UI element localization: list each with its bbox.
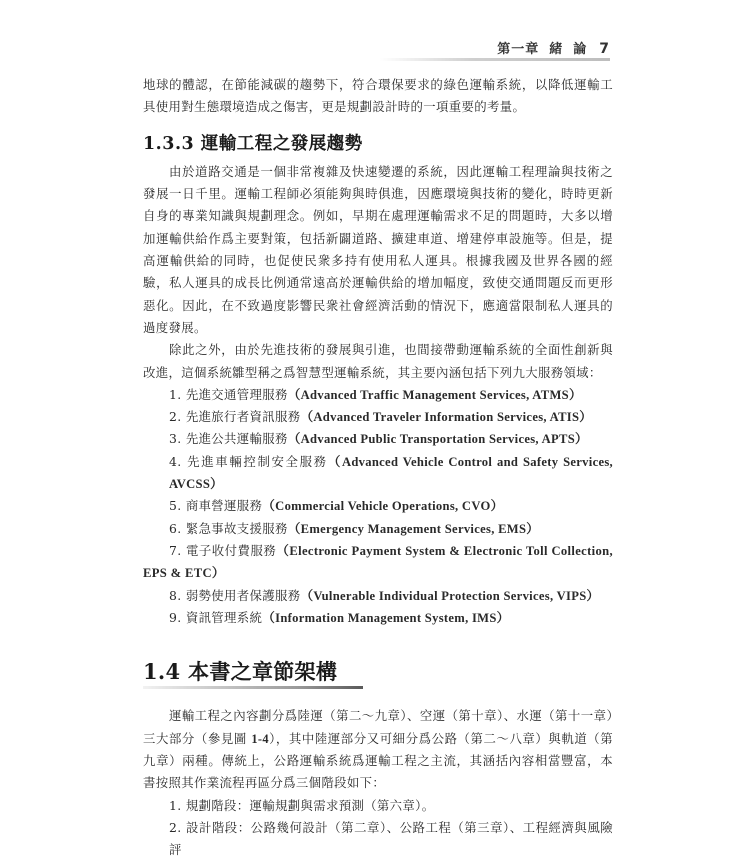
item-text: 設計階段：公路幾何設計（第二章）、公路工程（第三章）、工程經濟與風險評 [169,819,613,858]
item-number: 9. [169,609,182,625]
item-title-zh: 電子收付費服務 [185,542,277,558]
list-item [143,607,613,629]
body-paragraph [143,705,613,794]
item-title-en: （Emergency Management Services, EMS） [287,521,540,536]
body-paragraph: 由於道路交通是一個非常複雜及快速變遷的系統，因此運輸工程理論與技術之發展一日千里。運輸工程師必須能夠與時俱進，因應環境與技術的變化，時時更新自身的專業知識與規劃理念。例如，早期在處理運輸需求不足的問題時，大多以增加運輸供給作爲主要對策，包括新闢道路、擴建車道、增建停車設施等。但是，提高運輸供給的同時，也促使民衆多持有使用私人運具。根據我國及世界各國的經驗，私人運具的成長比例通常遠高於運輸供給的增加幅度，致使交通問題反而更形惡化。因此，在不致過度影響民衆社會經濟活動的情況下，應適當限制私人運具的過度發展。 [143,163,613,335]
item-number: 1. [169,386,182,402]
item-title-zh: 商車營運服務 [185,498,263,514]
item-number: 6. [169,520,182,536]
paragraph-text: ），其中陸運部分又可細分爲公路（第二～八章）與軌道（第九章）兩種。傳統上，公路運輸系統爲運輸工程之主流，其涵括內容相當豐富，本書按照其作業流程再區分爲三個階段如下： [143,730,614,791]
body-paragraph: 除此之外，由於先進技術的發展與引進，也間接帶動運輸系統的全面性創新與改進，這個系統雛型稱之爲智慧型運輸系統，其主要內涵包括下列九大服務領域： [143,342,613,380]
intro-paragraph: 地球的體認，在節能減碳的趨勢下，符合環保要求的綠色運輸系統，以降低運輸工具使用對生態環境造成之傷害，更是規劃設計時的一項重要的考量。 [143,77,613,115]
running-head [497,38,610,57]
item-title-zh: 先進交通管理服務 [185,386,288,402]
paragraph-text: 運輸工程之內容劃分爲陸運（第二～九章）、空運（第十章）、水運（第十一章）三大部分（參見圖 [143,708,613,746]
item-title-en: （Information Management System, IMS） [262,610,510,625]
list-item [143,518,613,540]
item-title-zh: 先進旅行者資訊服務 [185,409,301,425]
section-heading-1-4: 1.4 本書之章節架構 [143,659,338,685]
item-title-en: （Advanced Vehicle Control and Safety Services, AVCSS） [169,454,613,492]
item-title-en: （Commercial Vehicle Operations, CVO） [262,499,504,514]
item-title-en: （Vulnerable Individual Protection Services, VIPS） [300,588,600,603]
item-title-en: （Advanced Public Transportation Services, APTS） [287,432,588,447]
chapter-title-part-2: 論 [573,42,588,57]
heading-underline [143,686,363,689]
item-number: 5. [169,498,182,514]
list-item [143,495,613,517]
item-title-zh: 緊急事故支援服務 [185,520,288,536]
item-number: 2. [169,409,182,425]
item-title-en: （Electronic Payment System & Electronic Toll Collection, EPS & ETC） [143,543,614,581]
chapter-title-part-1: 緒 [549,42,564,57]
list-item [143,795,613,817]
item-text: 規劃階段：運輸規劃與需求預測（第六章）。 [185,797,435,813]
list-item [143,384,613,406]
list-item [143,406,613,428]
header-rule [380,58,610,61]
page-body [143,74,613,862]
section-heading-1-3-3: 1.3.3 運輸工程之發展趨勢 [143,133,363,154]
item-number: 3. [169,431,182,447]
item-number: 1. [169,797,182,813]
stages-list [143,795,613,862]
item-number: 8. [169,587,182,603]
page-number: 7 [599,41,610,57]
chapter-label: 第一章 [497,42,540,57]
item-title-en: （Advanced Traffic Management Services, ATMS） [287,387,582,402]
list-item [143,540,613,585]
item-title-zh: 弱勢使用者保護服務 [185,587,301,603]
item-number: 7. [169,542,182,558]
list-item [143,585,613,607]
item-title-zh: 先進公共運輸服務 [185,431,288,447]
item-number: 4. [169,453,182,469]
item-title-zh: 先進車輛控制安全服務 [187,453,328,469]
item-title-en: （Advanced Traveler Information Services, ATIS） [300,410,593,425]
item-title-zh: 資訊管理系統 [185,609,263,625]
item-number: 2. [169,819,182,835]
list-item [143,428,613,450]
list-item [143,817,613,862]
list-item [143,451,613,496]
services-list [143,384,613,629]
figure-reference: 1-4 [251,731,269,746]
